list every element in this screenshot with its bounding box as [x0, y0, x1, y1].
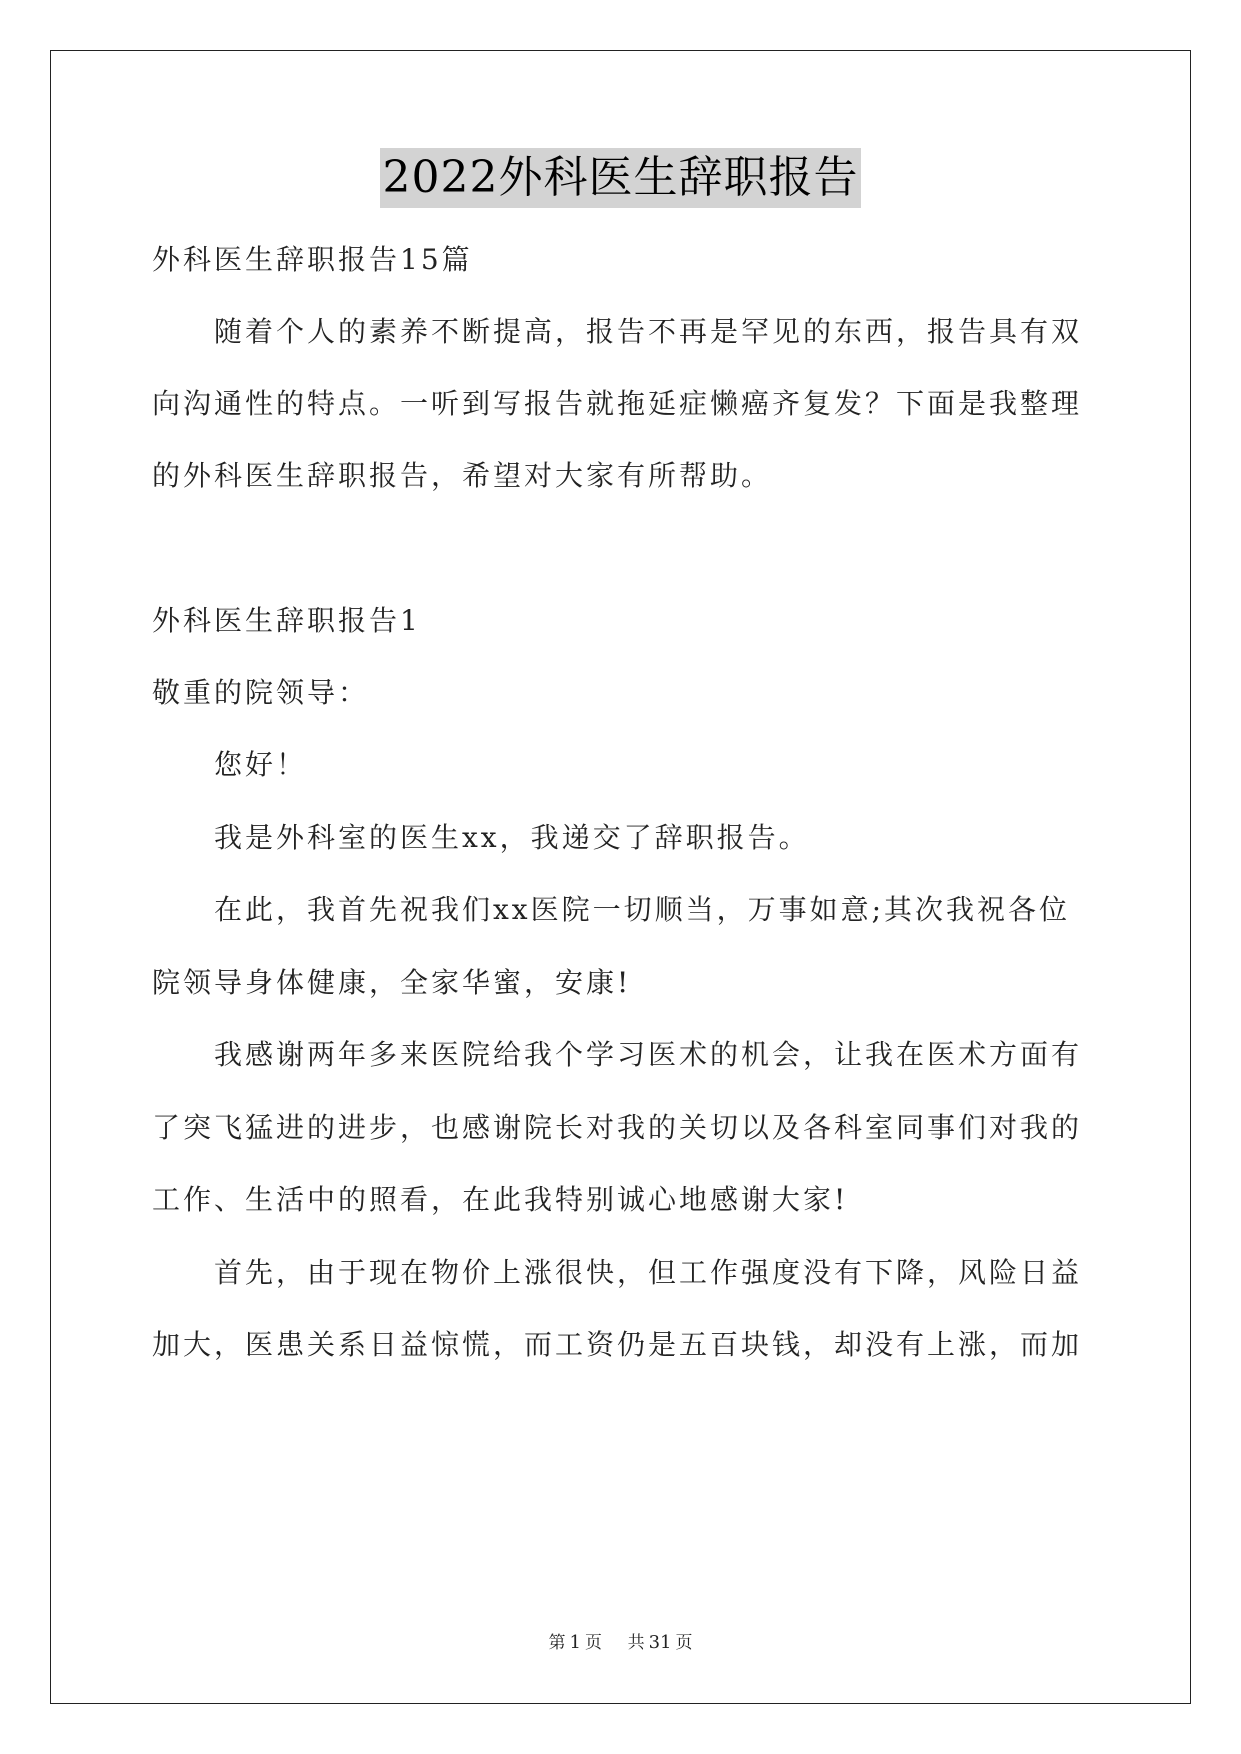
body-line-8: 加大，医患关系日益惊慌，而工资仍是五百块钱，却没有上涨，而加: [152, 1328, 1083, 1361]
footer-total-suffix: 页: [675, 1633, 693, 1653]
body-line-4: 我感谢两年多来医院给我个学习医术的机会，让我在医术方面有: [214, 1038, 1083, 1071]
footer-page-prefix: 第: [548, 1633, 566, 1653]
body-line-5: 了突飞猛进的进步，也感谢院长对我的关切以及各科室同事们对我的: [152, 1111, 1083, 1144]
footer-total-prefix: 共: [627, 1633, 645, 1653]
page-border: [50, 50, 1191, 1704]
footer-total-pages: 31: [648, 1632, 672, 1653]
section-heading: 外科医生辞职报告1: [152, 604, 421, 637]
greeting: 您好！: [214, 748, 308, 781]
body-line-2: 在此，我首先祝我们xx医院一切顺当，万事如意;其次我祝各位: [214, 893, 1071, 926]
footer-page-suffix: 页: [584, 1633, 602, 1653]
intro-line-2: 向沟通性的特点。一听到写报告就拖延症懒癌齐复发？下面是我整理: [152, 387, 1083, 420]
title-container: [0, 148, 1241, 208]
intro-line-3: 的外科医生辞职报告，希望对大家有所帮助。: [152, 459, 773, 492]
body-line-7: 首先，由于现在物价上涨很快，但工作强度没有下降，风险日益: [214, 1256, 1083, 1289]
document-subtitle: 外科医生辞职报告15篇: [152, 243, 473, 276]
footer-page-number: 1: [569, 1632, 581, 1653]
body-line-1: 我是外科室的医生xx，我递交了辞职报告。: [214, 821, 810, 854]
body-line-6: 工作、生活中的照看，在此我特别诚心地感谢大家!: [152, 1183, 849, 1216]
document-title: 2022外科医生辞职报告: [380, 148, 862, 208]
page-footer: [0, 1628, 1241, 1653]
salutation: 敬重的院领导：: [152, 676, 370, 709]
body-line-3: 院领导身体健康，全家华蜜，安康!: [152, 966, 632, 999]
intro-line-1: 随着个人的素养不断提高，报告不再是罕见的东西，报告具有双: [214, 315, 1083, 348]
